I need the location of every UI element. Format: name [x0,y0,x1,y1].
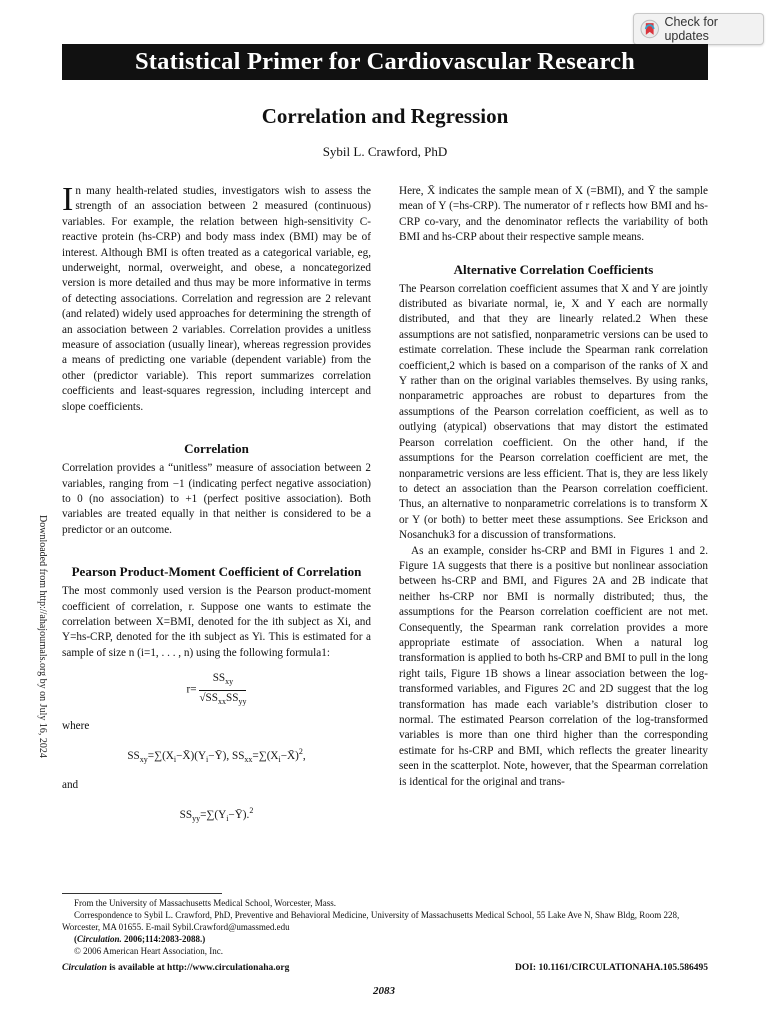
citation-note: (Circulation. 2006;114:2083-2088.) [74,934,206,944]
heading-alternative: Alternative Correlation Coefficients [453,261,654,277]
crossmark-icon [640,19,659,39]
left-column [62,181,371,837]
pearson-paragraph: The most commonly used version is the Pearson product-moment coefficient of correlation, r. Suppose one wants to estimate the correlation between X=BMI, denoted for the ith subject as Xi, and Y=hs-CRP, denoted for the ith subject as Yi. This is estimated for a sample of size n (i=1, . . . , n) using the following formula1: [62,585,371,659]
citation-ref: 2006;114:2083-2088. [124,934,203,944]
intro-paragraph [62,181,371,415]
formula-r: r= $\frac{SS_{xy}}{√SS_{xx}SS_{yy}}$ [186,672,247,706]
check-for-updates-label: Check for updates [664,15,718,43]
and-label: and [62,778,79,791]
copyright-note: © 2006 American Heart Association, Inc. [74,946,224,956]
means-paragraph: Here, X̄ indicates the sample mean of X (=BMI), and Ȳ the sample mean of Y (=hs-CRP). The numerator of r reflects how BMI and hs-CRP co-vary, and the denominator reflects the variability of both BMI and hs-CRP about their respective sample means. [399,185,708,244]
bottom-line [62,963,708,973]
formula-ssyy: $SS_{yy}=\sum(Y_i-Ȳ).^2$ [179,806,254,824]
article-author: Sybil L. Crawford, PhD [322,144,448,159]
article-title: Correlation and Regression [261,104,509,128]
drop-cap: I [62,181,74,218]
check-for-updates-button[interactable] [633,13,764,45]
right-column [399,184,708,790]
page-number: 2083 [373,985,395,997]
citation-journal: Circulation. [77,934,122,944]
footnotes [62,897,708,957]
intro-text: n many health-related studies, investigators wish to assess the strength of an association between 2 measured (continuous) variables. For example, the relation between high-sensitivity C-reactive protein (hs-CRP) and body mass index (BMI) may be of interest. Although BMI is often treated as a categorical variable, eg, underweight, normal, overweight, and obese, a noncategorized version is more detailed and thus may be more informative in terms of detecting associations. Correlation and regression are 2 relevant (and related) widely used approaches for determining the strength of an association between 2 variables. Correlation provides a unitless measure of association (usually linear), whereas regression provides a means of predicting one variable (dependent variable) from the other (predictor variable). This report summarizes correlation coefficients and least-squares regression, including intercept and slope coefficients. [62,185,371,413]
journal-name: Circulation [62,963,107,973]
heading-correlation: Correlation [184,441,249,457]
footnote-rule [62,893,222,894]
heading-pearson: Pearson Product-Moment Coefficient of Correlation [71,564,362,580]
journal-availability [62,963,289,973]
journal-url[interactable]: is available at http://www.circulationaha.org [109,963,290,973]
doi: DOI: 10.1161/CIRCULATIONAHA.105.586495 [514,963,708,973]
affiliation-note: From the University of Massachusetts Medical School, Worcester, Mass. [74,898,336,908]
correlation-paragraph: Correlation provides a “unitless” measure of association between 2 variables, ranging from −1 (indicating perfect negative association) to 0 (no association) to +1 (perfect positive association). Both variables are treated equally in that neither is considered to be a predictor or an outcome. [62,462,371,536]
where-label: where [62,719,90,732]
series-banner: Statistical Primer for Cardiovascular Research [62,44,708,80]
alternative-paragraph: The Pearson correlation coefficient assumes that X and Y are jointly distributed as bivariate normal, ie, X and Y each are normally distributed, and that they are linearly related.2 When these assumptions are not satisfied, nonparametric versions can be used to estimate correlation. These include the Spearman rank correlation coefficient,2 which is based on a comparison of the ranks of X and Y rather than on the original variables themselves. By using ranks, nonparametric approaches are robust to departures from the assumptions of the Pearson correlation coefficient, as well as to outlying (atypical) observations that may distort the estimated Pearson correlation coefficient. On the other hand, if the assumptions for the Pearson correlation coefficient are met, the nonparametric versions are less efficient. That is, they are less likely to detect an association than the Pearson correlation coefficient. Thus, an alternative to nonparametric correlations is to transform X or Y (or both) to better meet these assumptions. See Erickson and Nosanchuk3 for a discussion of transformations. [399,282,708,542]
correspondence-note: Correspondence to Sybil L. Crawford, PhD, Preventive and Behavioral Medicine, University of Massachusetts Medical School, 55 Lake Ave N, Shaw Bldg, Room 228, Worcester, MA 01655. E-mail Sybil.Crawford@umassmed.edu [62,910,680,932]
download-note: Downloaded from http://ahajournals.org by on July 16, 2024 [37,515,48,758]
formula-ssxy-ssxx: $SS_{xy}=\sum(X_i-X̄)(Y_i-Ȳ)$, $SS_{xx}=\sum(X_i-X̄)^2$, [127,747,306,765]
example-paragraph: As an example, consider hs-CRP and BMI in Figures 1 and 2. Figure 1A suggests that there is a positive but nonlinear association between hs-CRP and BMI, and Figures 2A and 2B indicate that neither hs-CRP nor BMI is normally distributed; thus, the assumptions for the Pearson correlation coefficient are not met. Consequently, the Spearman rank correlation provides a more appropriate estimate of association. When a natural log transformation is applied to both hs-CRP and BMI to pull in the long right tails, Figure 1B shows a linear association between the log-transformed variables, and Figures 2C and 2D suggest that the log transformation has made each variable’s distribution closer to normal. The estimated Pearson correlation of the log-transformed variables is more than one third higher than the corresponding estimate for hs-CRP and BMI, which reflects the greater linearity seen in the scatterplot. Note, however, that the Spearman correlation is identical for the original and trans- [399,544,708,788]
